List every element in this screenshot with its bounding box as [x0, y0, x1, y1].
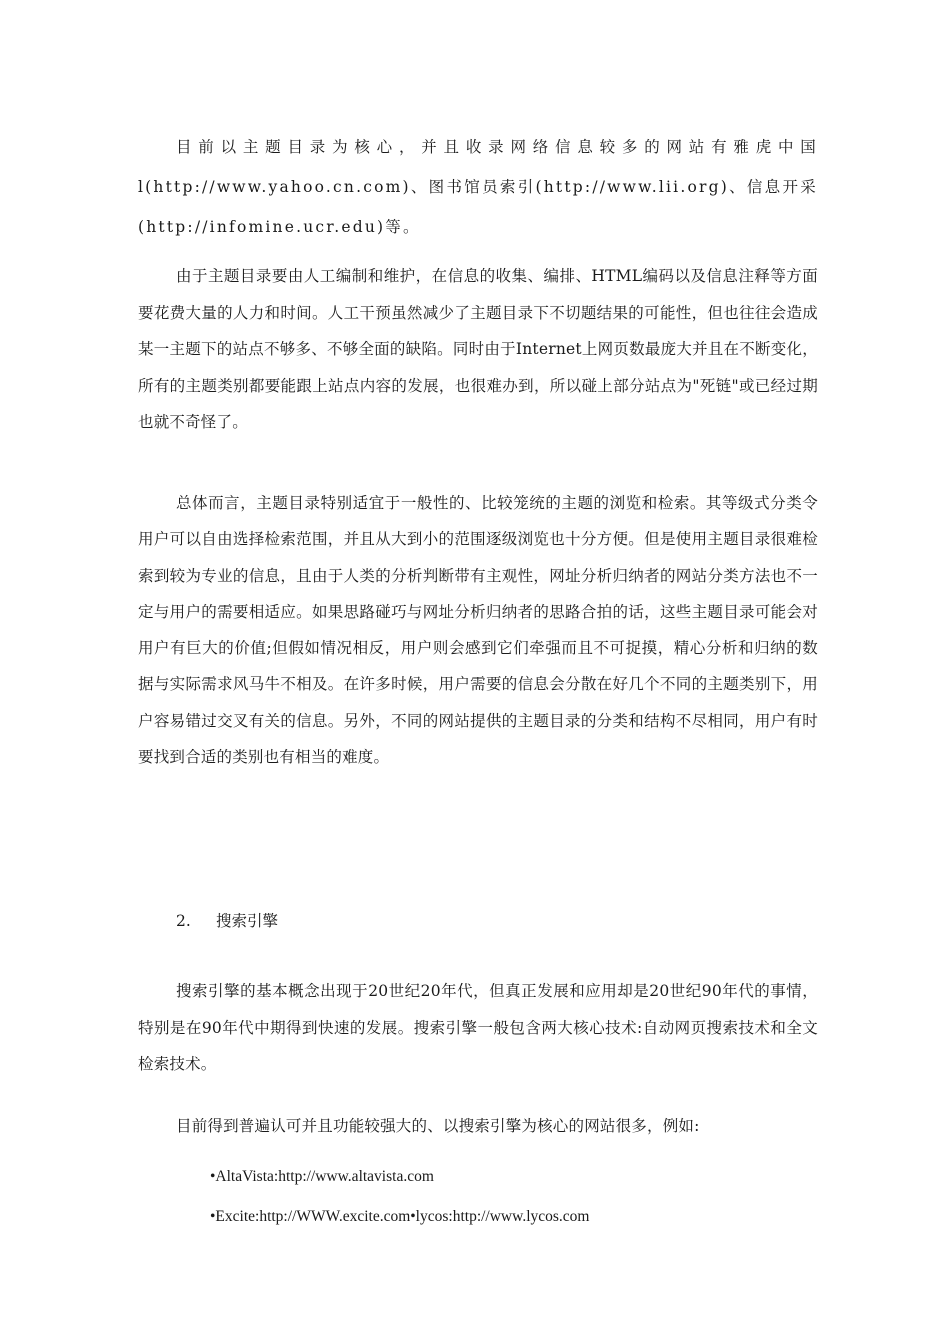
section-number: 2. — [176, 912, 191, 930]
paragraph-topic-directory-summary: 总体而言，主题目录特别适宜于一般性的、比较笼统的主题的浏览和检索。其等级式分类令用户可以自由选择检索范围，并且从大到小的范围逐级浏览也十分方便。但是使用主题目录很难检索到较为专业的信息，且由于人类的分析判断带有主观性，网址分析归纳者的网站分类方法也不一定与用户的需要相适应。如果思路碰巧与网址分析归纳者的思路合拍的话，这些主题目录可能会对用户有巨大的价值;但假如情况相反，用户则会感到它们牵强而且不可捉摸，精心分析和归纳的数据与实际需求风马牛不相及。在许多时候，用户需要的信息会分散在好几个不同的主题类别下，用户容易错过交叉有关的信息。另外，不同的网站提供的主题目录的分类和结构不尽相同，用户有时要找到合适的类别也有相当的难度。 — [138, 494, 818, 767]
paragraph-topic-directory-costs: 由于主题目录要由人工编制和维护，在信息的收集、编排、HTML编码以及信息注释等方面要花费大量的人力和时间。人工干预虽然减少了主题目录下不切题结果的可能性，但也往往会造成某一主题下的站点不够多、不够全面的缺陷。同时由于Internet上网页数最庞大并且在不断变化，所有的主题类别都要能跟上站点内容的发展，也很难办到，所以碰上部分站点为"死链"或已经过期也就不奇怪了。 — [138, 267, 818, 431]
paragraph-topic-directory-sites: 目前以主题目录为核心，并且收录网络信息较多的网站有雅虎中国 l(http://www.yahoo.cn.com)、图书馆员索引(http://www.lii.org)、信息开采(http://infomine.ucr.edu)等。 — [138, 138, 818, 236]
paragraph-search-engine-intro: 搜索引擎的基本概念出现于20世纪20年代，但真正发展和应用却是20世纪90年代的事情，特别是在90年代中期得到快速的发展。搜索引擎一般包含两大核心技术:自动网页搜索技术和全文检索技术。 — [138, 982, 818, 1073]
list-item: •AltaVista:http://www.altavista.com — [210, 1168, 434, 1185]
list-item: •Excite:http://WWW.excite.com•lycos:http://www.lycos.com — [210, 1208, 590, 1225]
paragraph-search-engine-examples: 目前得到普遍认可并且功能较强大的、以搜索引擎为核心的网站很多，例如: — [176, 1117, 700, 1135]
section-heading — [176, 909, 278, 933]
section-title: 搜索引擎 — [216, 912, 279, 930]
